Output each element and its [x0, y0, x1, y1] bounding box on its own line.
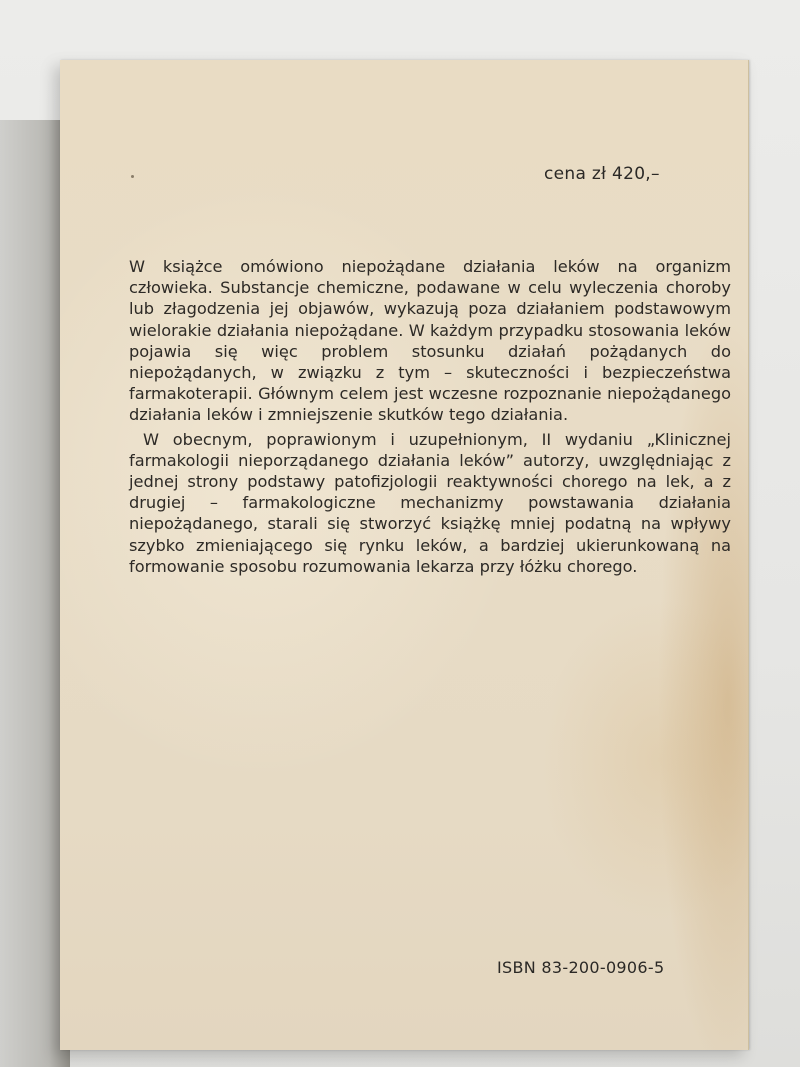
- price-label: cena zł 420,–: [544, 164, 660, 184]
- isbn-label: ISBN 83-200-0906-5: [497, 958, 665, 977]
- book-description: [129, 256, 731, 577]
- description-paragraph-1: W książce omówiono niepożądane działania leków na organizm człowieka. Substancje chemiczne, podawane w celu wyleczenia choroby lub złagodzenia jej objawów, wykazują poza działaniem podstawowym wielorakie działania niepożądane. W każdym przypadku stosowania leków pojawia się więc problem stosunku działań pożądanych do niepożądanych, w związku z tym – skuteczności i bezpieczeństwa farmakoterapii. Głównym celem jest wczesne rozpoznanie niepożądanego działania leków i zmniejszenie skutków tego działania.: [129, 257, 731, 425]
- description-paragraph-2: W obecnym, poprawionym i uzupełnionym, II wydaniu „Klinicznej farmakologii nieporządanego działania leków” autorzy, uwzględniając z jednej strony podstawy patofizjologii reaktywności chorego na lek, a z drugiej – farmakologiczne mechanizmy powstawania działania niepożądanego, starali się stworzyć książkę mniej podatną na wpływy szybko zmieniającego się rynku leków, a bardziej ukierunkowaną na formowanie sposobu rozumowania lekarza przy łóżku chorego.: [129, 429, 731, 576]
- paper-speck: [131, 175, 134, 178]
- book-back-cover: [60, 60, 749, 1050]
